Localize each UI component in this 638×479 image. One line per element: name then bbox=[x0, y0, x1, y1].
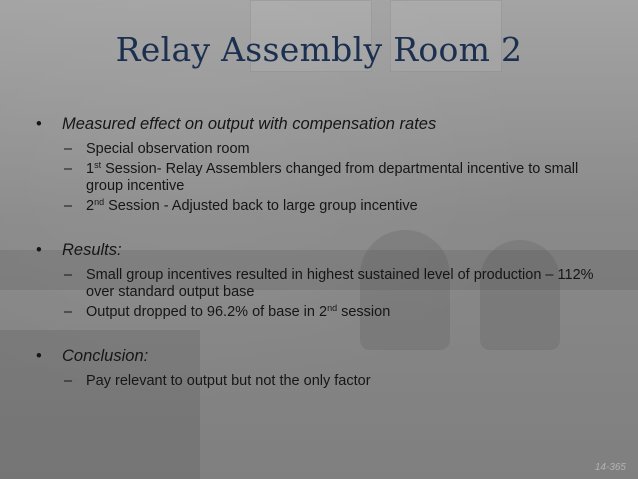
bullet-heading: Conclusion: bbox=[62, 347, 149, 365]
sub-bullet bbox=[64, 304, 614, 321]
bullet-measured bbox=[34, 113, 614, 135]
sub-bullet-text: Output dropped to 96.2% of base in 2nd session bbox=[86, 303, 391, 320]
bullet-dot-icon: • bbox=[36, 115, 42, 133]
slide-content bbox=[34, 113, 614, 390]
sub-bullet-text: 1st Session- Relay Assemblers changed from departmental incentive to small group incentive bbox=[86, 160, 579, 194]
sub-bullet-text: Special observation room bbox=[86, 141, 250, 157]
dash-icon: – bbox=[64, 267, 73, 283]
bullet-heading: Results: bbox=[62, 241, 122, 259]
sub-bullet bbox=[64, 198, 614, 215]
bullet-conclusion bbox=[34, 345, 614, 367]
sub-bullet bbox=[64, 161, 614, 195]
dash-icon: – bbox=[64, 198, 73, 214]
dash-icon: – bbox=[64, 141, 73, 157]
slide-title: Relay Assembly Room 2 bbox=[115, 30, 523, 69]
sub-bullet bbox=[64, 267, 614, 301]
bullet-results bbox=[34, 239, 614, 261]
bullet-dot-icon: • bbox=[36, 347, 42, 365]
sub-bullet bbox=[64, 141, 614, 158]
sub-bullet-text: Small group incentives resulted in highest sustained level of production – 112% over standard output base bbox=[86, 267, 594, 300]
dash-icon: – bbox=[64, 161, 73, 177]
dash-icon: – bbox=[64, 304, 73, 320]
sub-bullet-text: 2nd Session - Adjusted back to large group incentive bbox=[86, 197, 418, 214]
bullet-dot-icon: • bbox=[36, 241, 42, 259]
dash-icon: – bbox=[64, 373, 73, 389]
photo-caption: 14-365 bbox=[594, 462, 626, 473]
sub-bullet bbox=[64, 373, 614, 390]
bullet-heading: Measured effect on output with compensation rates bbox=[62, 115, 437, 133]
sub-bullet-text: Pay relevant to output but not the only factor bbox=[86, 373, 371, 389]
